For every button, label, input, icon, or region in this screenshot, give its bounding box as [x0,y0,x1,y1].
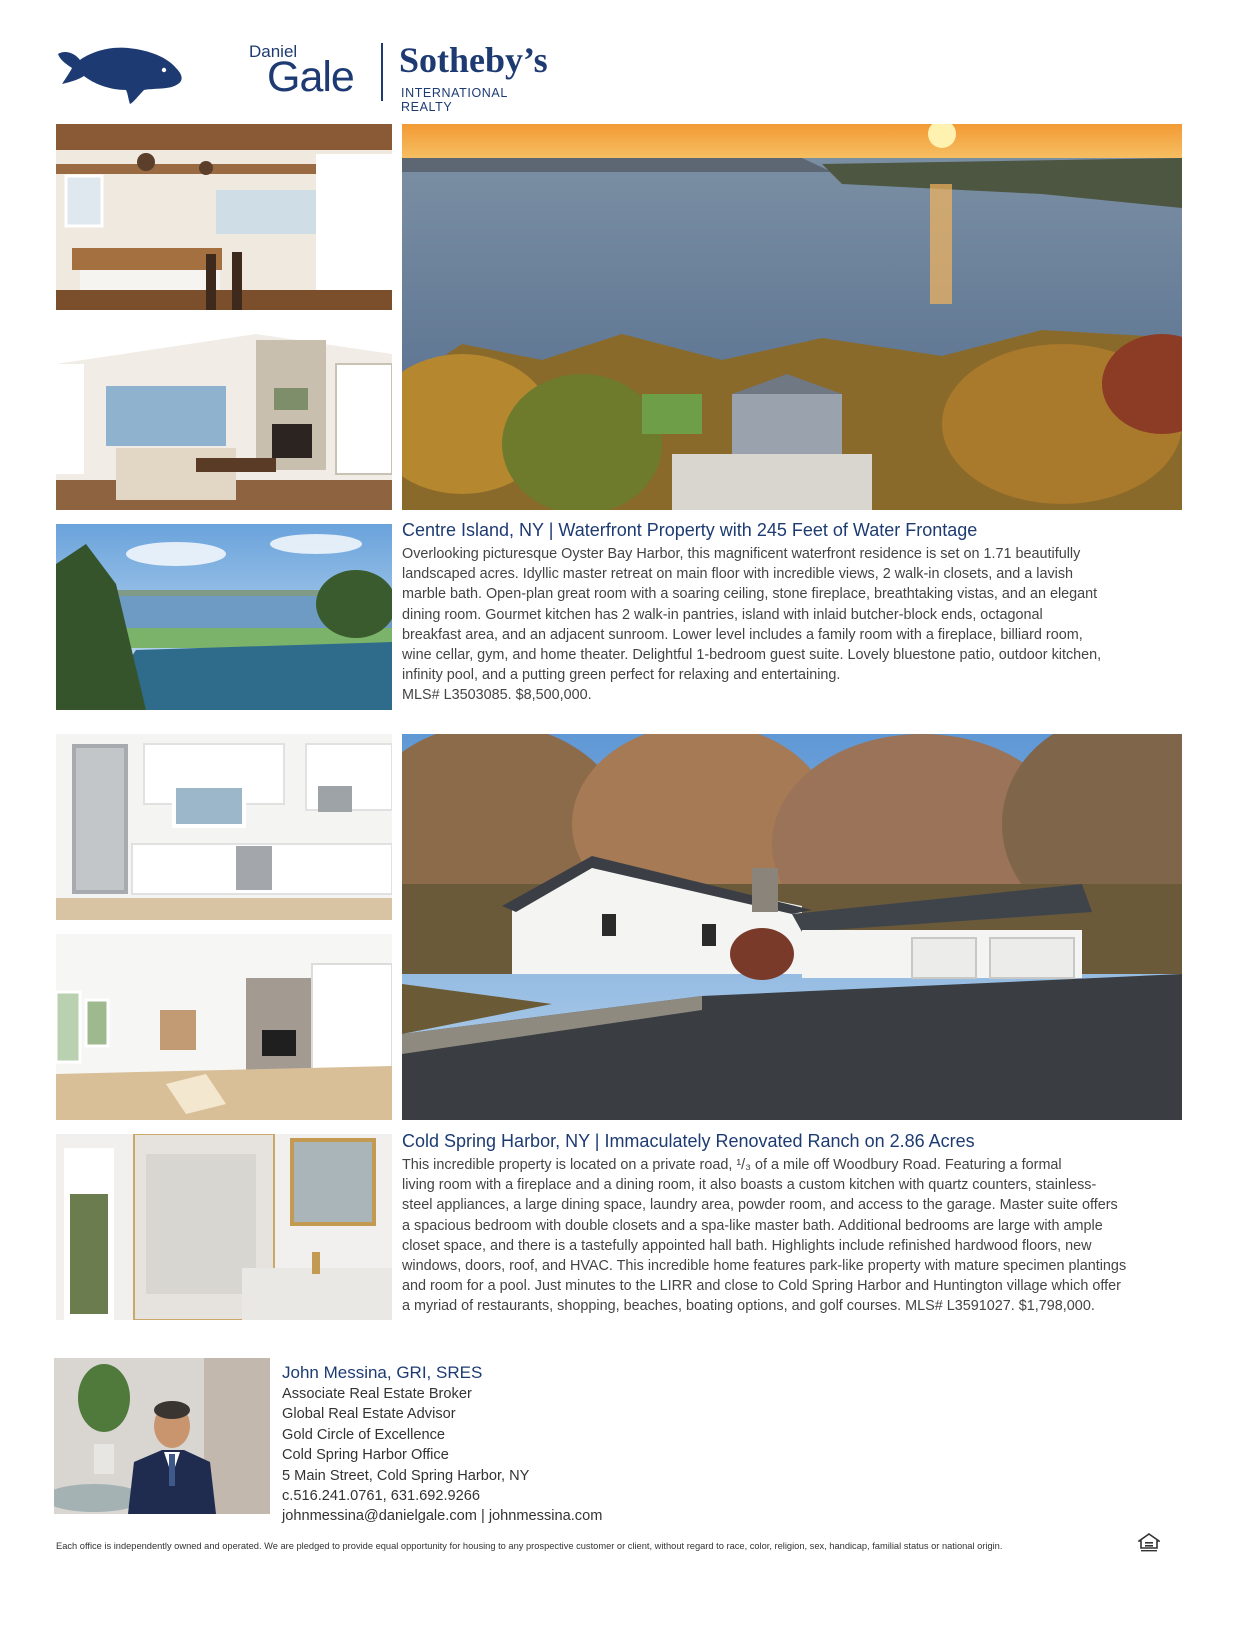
photo-kitchen-1 [56,124,392,310]
agent-address: 5 Main Street, Cold Spring Harbor, NY [282,1467,530,1484]
listing-description-line: Overlooking picturesque Oyster Bay Harbor, this magnificent waterfront residence is set on 1.71 beautifully [402,546,1081,562]
listing-description [402,1155,1202,1317]
agent-name: John Messina, GRI, SRES [282,1363,483,1382]
listing-description-line: dining room. Gourmet kitchen has 2 walk-in pantries, island with inlaid butcher-block ends, octagonal [402,606,1043,623]
listing-description [402,544,1192,706]
listing-description-line: landscaped acres. Idyllic master retreat on main floor with incredible views, 2 walk-in closets, and a lavish [402,566,1074,583]
listing-description-line: windows, doors, roof, and HVAC. This incredible home features park-like property with mature specimen plantings [402,1258,1127,1275]
listing-description-line: a spacious bedroom with double closets and a spa-like master bath. Additional bedrooms are large with ample [402,1217,1103,1234]
agent-office: Cold Spring Harbor Office [282,1447,449,1464]
listing-mls-price: MLS# L3503085. $8,500,000. [402,687,592,704]
listing-description-line: breakfast area, and an adjacent sunroom. Lower level includes a family room with a fireplace, billiard room, [402,626,1083,643]
photo-aerial-waterfront [402,124,1182,510]
agent-email-website[interactable]: johnmessina@danielgale.com | johnmessina.com [282,1508,603,1525]
brand-daniel: Daniel [249,42,298,61]
photo-living-room-1 [56,324,392,510]
photo-living-room-2 [56,934,392,1120]
agent-photo [54,1358,270,1514]
brand-gale: Gale [267,53,354,101]
agent-title: Associate Real Estate Broker [282,1386,472,1402]
brand-sothebys: Sotheby’s [399,40,548,80]
photo-kitchen-2 [56,734,392,920]
listing-description-line: infinity pool, and a putting green perfect for relaxing and entertaining. [402,667,841,684]
listing-description-line: living room with a fireplace and a dining room, it also boasts a custom kitchen with quartz counters, stainless- [402,1177,1097,1194]
listing-cold-spring-harbor [402,1131,1202,1317]
listing-description-line: and room for a pool. Just minutes to the LIRR and close to Cold Spring Harbor and Huntington village which offer [402,1278,1121,1295]
listing-description-line: a myriad of restaurants, shopping, beaches, boating options, and golf courses. MLS# L3591027. $1,798,000. [402,1298,1095,1315]
listing-title: Centre Island, NY | Waterfront Property with 245 Feet of Water Frontage [402,520,978,540]
listing-description-line: steel appliances, a large dining space, laundry area, powder room, and access to the garage. Master suite offers [402,1197,1118,1214]
listing-centre-island [402,520,1192,706]
photo-bathroom [56,1134,392,1320]
agent-role: Global Real Estate Advisor [282,1406,456,1423]
listing-title: Cold Spring Harbor, NY | Immaculately Renovated Ranch on 2.86 Acres [402,1131,975,1151]
brand-international-realty: INTERNATIONAL REALTY [401,86,508,114]
agent-contact [282,1362,602,1527]
listing-description-line: This incredible property is located on a private road, ¹/₃ of a mile off Woodbury Road. Featuring a formal [402,1157,1062,1173]
agent-phone[interactable]: c.516.241.0761, 631.692.9266 [282,1488,481,1505]
listing-description-line: wine cellar, gym, and home theater. Delightful 1-bedroom guest suite. Lovely bluestone patio, outdoor kitchen, [402,647,1102,664]
brand-logo [54,38,548,114]
brand-divider [381,43,383,101]
listing-description-line: marble bath. Open-plan great room with a soaring ceiling, stone fireplace, breathtaking vistas, and an elegant [402,586,1098,603]
photo-ranch-house [402,734,1182,1120]
photo-infinity-pool [56,524,392,710]
agent-award: Gold Circle of Excellence [282,1426,446,1443]
listing-description-line: closet space, and there is a tastefully appointed hall bath. Highlights include refinished hardwood floors, new [402,1237,1092,1254]
footer-disclaimer: Each office is independently owned and operated. We are pledged to provide equal opportunity for housing to any prospective customer or client, without regard to race, color, religion, sex, handicap, familial status or national origin. [56,1541,1003,1551]
whale-logo-icon [54,40,186,106]
equal-housing-opportunity-icon [1138,1533,1160,1553]
